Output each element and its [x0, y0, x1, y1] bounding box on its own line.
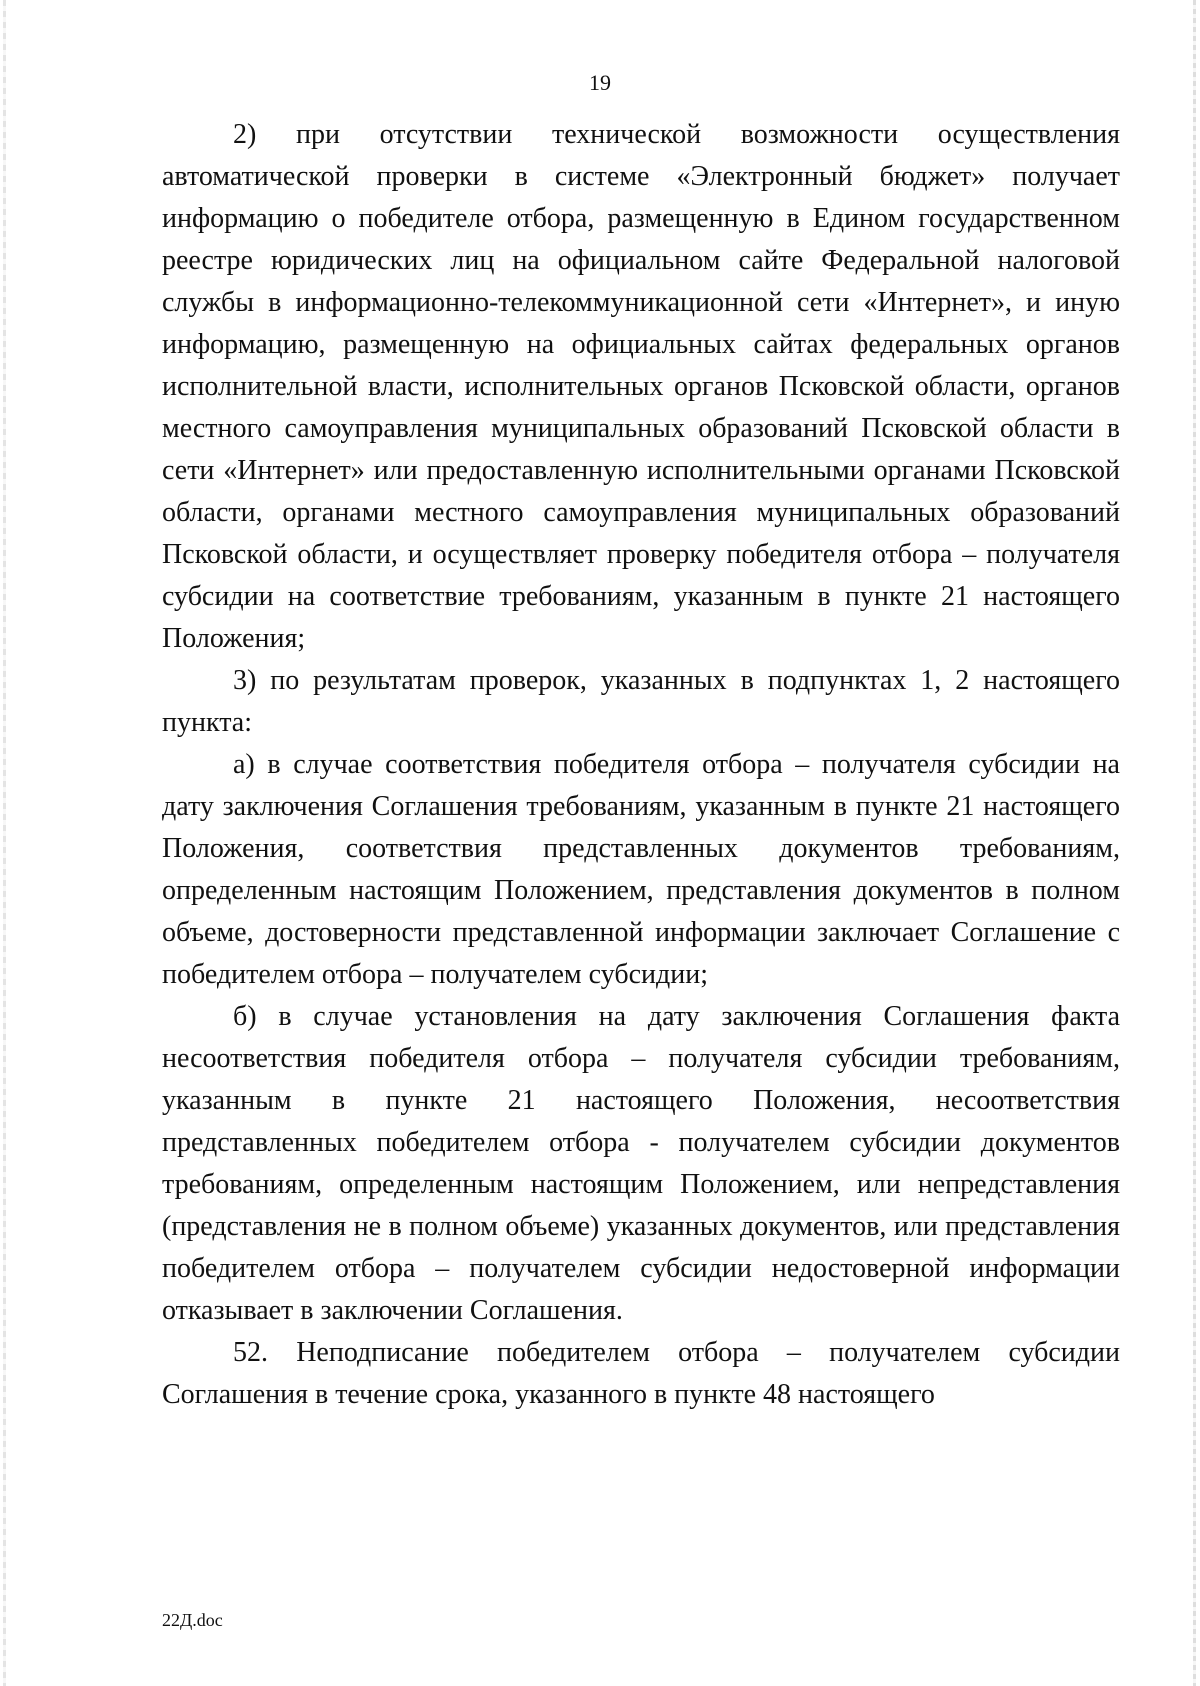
footer-filename: 22Д.doc — [162, 1610, 223, 1630]
paragraph-subitem-a: а) в случае соответствия победителя отбора – получателя субсидии на дату заключения Соглашения требованиям, указанным в пункте 21 настоящего Положения, соответствия представленных документов требованиям, определенным настоящим Положением, представления документов в полном объеме, достоверности представленной информации заключает Соглашение с победителем отбора – получателем субсидии; — [162, 749, 1120, 990]
page-number: 19 — [589, 70, 611, 95]
paragraph-subitem-b: б) в случае установления на дату заключения Соглашения факта несоответствия победителя отбора – получателя субсидии требованиям, указанным в пункте 21 настоящего Положения, несоответствия представленных победителем отбора - получателем субсидии документов требованиям, определенным настоящим Положением, или непредставления (представления не в полном объеме) указанных документов, или представления победителем отбора – получателем субсидии недостоверной информации отказывает в заключении Соглашения. — [162, 1001, 1120, 1326]
paragraph-item-52: 52. Неподписание победителем отбора – получателем субсидии Соглашения в течение срока, указанного в пункте 48 настоящего — [162, 1337, 1120, 1410]
scan-edge-right — [1193, 0, 1196, 1686]
paragraph-subitem-3: 3) по результатам проверок, указанных в подпунктах 1, 2 настоящего пункта: — [162, 665, 1120, 738]
scan-edge-left — [3, 0, 6, 1686]
document-body — [162, 114, 1120, 1416]
paragraph-subitem-2: 2) при отсутствии технической возможности осуществления автоматической проверки в системе «Электронный бюджет» получает информацию о победителе отбора, размещенную в Едином государственном реестре юридических лиц на официальном сайте Федеральной налоговой службы в информационно-телекоммуникационной сети «Интернет», и иную информацию, размещенную на официальных сайтах федеральных органов исполнительной власти, исполнительных органов Псковской области, органов местного самоуправления муниципальных образований Псковской области в сети «Интернет» или предоставленную исполнительными органами Псковской области, органами местного самоуправления муниципальных образований Псковской области, и осуществляет проверку победителя отбора – получателя субсидии на соответствие требованиям, указанным в пункте 21 настоящего Положения; — [162, 119, 1120, 654]
